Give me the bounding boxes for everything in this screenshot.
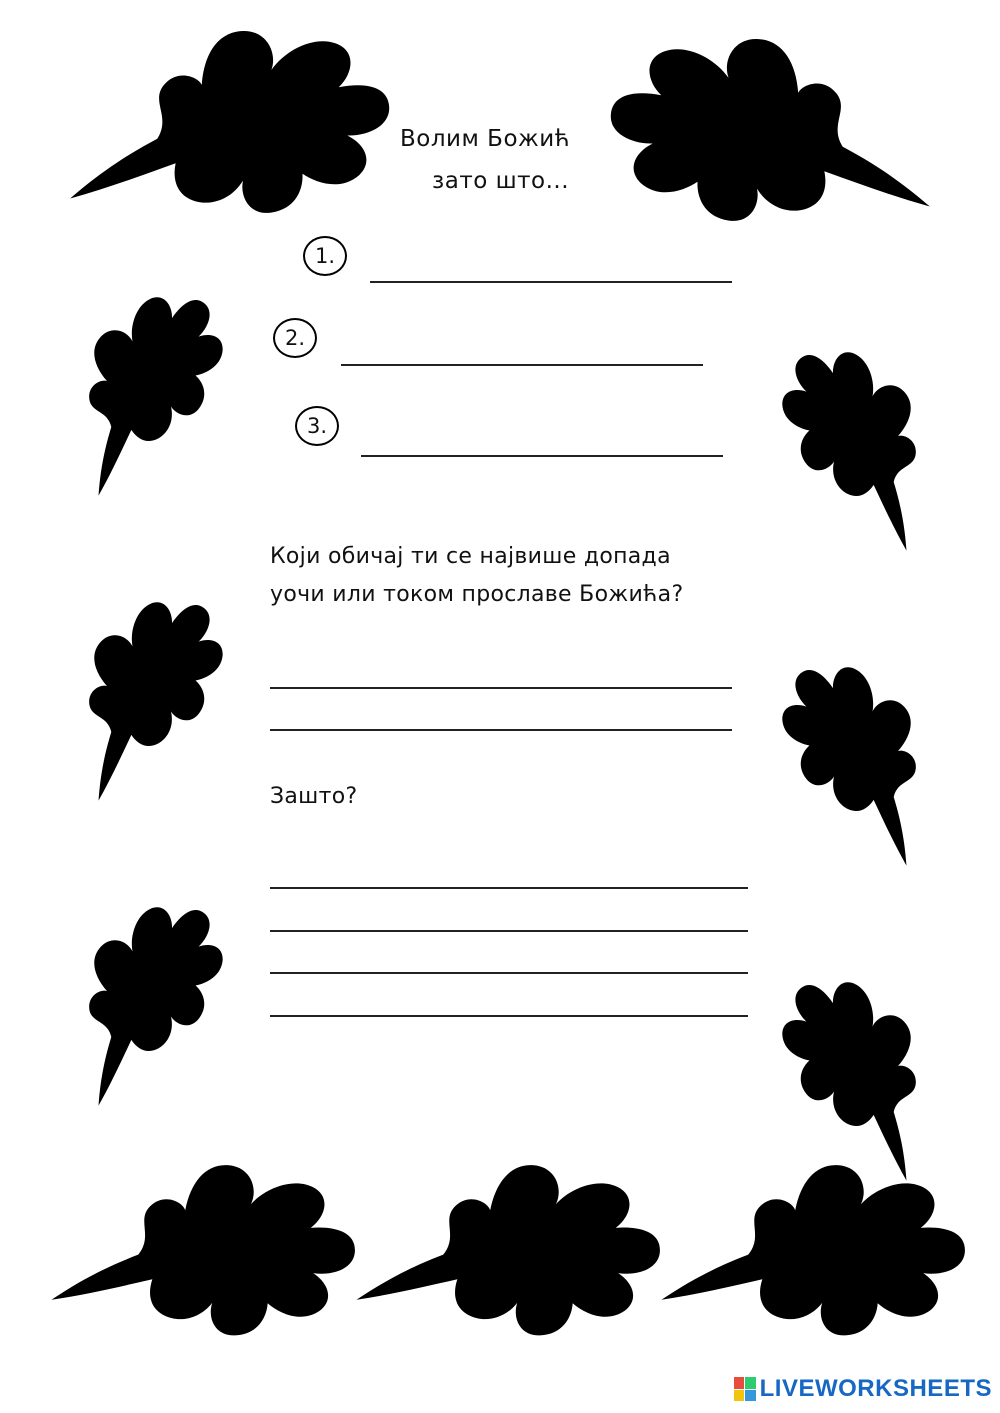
oak-leaf-icon [335,1165,655,1365]
question-line-2: уочи или током прославе Божића? [270,582,684,607]
logo-square-blue [745,1390,756,1402]
oak-leaf-icon [30,1165,350,1365]
oak-leaf-icon [735,620,975,920]
question-answer-field-1[interactable] [272,655,730,685]
liveworksheets-text: LIVEWORKSHEETS [759,1375,992,1402]
logo-square-yellow [734,1390,745,1402]
why-answer-line-2 [270,930,748,932]
item-number-1: 1. [303,236,347,276]
why-label: Зашто? [270,784,358,809]
answer-field-3[interactable] [363,422,721,452]
answer-field-1[interactable] [372,248,730,278]
question-answer-field-2[interactable] [272,697,730,727]
answer-line-3 [361,455,723,457]
logo-square-green [745,1377,756,1389]
answer-line-2 [341,364,703,366]
item-number-3: 3. [295,406,339,446]
logo-square-red [734,1377,745,1389]
oak-leaf-icon [40,32,370,252]
why-answer-line-3 [270,972,748,974]
why-answer-field-4[interactable] [272,983,746,1013]
oak-leaf-icon [30,250,270,550]
oak-leaf-icon [630,40,960,260]
item-number-2: 2. [273,318,317,358]
worksheet-subtitle: зато што... [432,168,570,194]
oak-leaf-icon [735,305,975,605]
oak-leaf-icon [30,860,270,1160]
question-line-1: Који обичај ти се највише допада [270,544,671,569]
worksheet-title: Волим Божић [400,126,571,152]
why-answer-line-4 [270,1015,748,1017]
oak-leaf-icon [640,1165,960,1365]
why-answer-line-1 [270,887,748,889]
question-answer-line-2 [270,729,732,731]
oak-leaf-icon [30,555,270,855]
why-answer-field-3[interactable] [272,940,746,970]
liveworksheets-brand [734,1375,992,1403]
question-answer-line-1 [270,687,732,689]
answer-line-1 [370,281,732,283]
liveworksheets-logo-icon [734,1377,756,1401]
question-text [270,538,683,614]
why-answer-field-2[interactable] [272,898,746,928]
why-answer-field-1[interactable] [272,855,746,885]
answer-field-2[interactable] [343,332,701,362]
